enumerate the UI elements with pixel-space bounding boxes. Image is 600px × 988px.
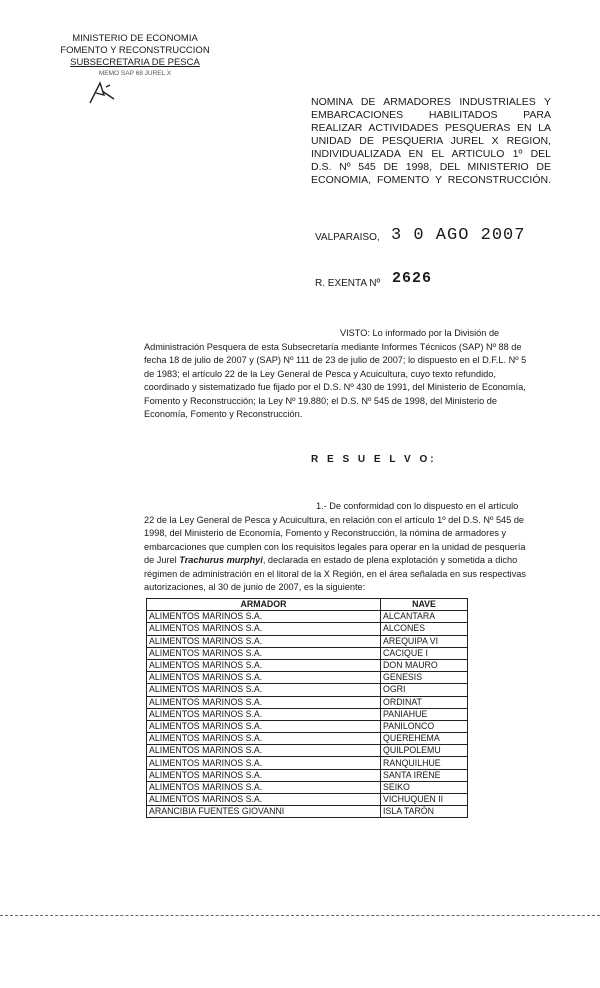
resolution-number: 2626 [392, 270, 433, 287]
article-text: de Jurel [144, 555, 180, 565]
letterhead [50, 33, 220, 78]
vessel-table [146, 598, 468, 818]
table-row [147, 720, 468, 732]
armador-cell: ALIMENTOS MARINOS S.A. [147, 769, 381, 781]
article-line: autorizaciones, al 30 de junio de 2007, es la siguiente: [144, 582, 366, 592]
date-stamp: 3 0 AGO 2007 [391, 226, 526, 245]
table-row [147, 708, 468, 720]
visto-line: Administración Pesquera de esta Subsecretaría mediante Informes Técnicos (SAP) Nº 88 de [144, 341, 522, 352]
armador-cell: ALIMENTOS MARINOS S.A. [147, 708, 381, 720]
nave-cell: ALCONES [381, 623, 468, 635]
visto-line: de 1983; el artículo 22 de la Ley General de Pesca y Acuicultura, cuyo texto refundido, [144, 368, 496, 379]
armador-cell: ALIMENTOS MARINOS S.A. [147, 672, 381, 684]
armador-cell: ALIMENTOS MARINOS S.A. [147, 623, 381, 635]
nave-cell: PANILONCO [381, 720, 468, 732]
nave-cell: DON MAURO [381, 659, 468, 671]
nave-cell: OGRI [381, 684, 468, 696]
article-text: , declarada en estado de plena explotación y sometida a dicho [262, 555, 518, 565]
article-line: 22 de la Ley General de Pesca y Acuicultura, en relación con el artículo 1º del D.S. Nº 545 de [144, 514, 525, 525]
nave-cell: CACIQUE I [381, 647, 468, 659]
table-row [147, 647, 468, 659]
nave-cell: ISLA TARÓN [381, 806, 468, 818]
armador-cell: ALIMENTOS MARINOS S.A. [147, 647, 381, 659]
visto-paragraph [144, 327, 548, 422]
resuelvo-heading: R E S U E L V O: [311, 454, 437, 465]
nave-cell: QUEREHEMA [381, 733, 468, 745]
visto-line: fecha 18 de julio de 2007 y (SAP) Nº 111 de 23 de julio de 2007; lo dispuesto en el D.F.L. Nº 5 [144, 355, 527, 365]
title-line: D.S. Nº 545 DE 1998, DEL MINISTERIO DE [311, 161, 551, 173]
nave-cell: SANTA IRENE [381, 769, 468, 781]
visto-line: VISTO: Lo informado por la División de [340, 328, 500, 338]
armador-cell: ALIMENTOS MARINOS S.A. [147, 745, 381, 757]
title-line: REALIZAR ACTIVIDADES PESQUERAS EN LA [311, 122, 551, 134]
armador-cell: ARANCIBIA FUENTES GIOVANNI [147, 806, 381, 818]
armador-cell: ALIMENTOS MARINOS S.A. [147, 611, 381, 623]
table-row [147, 794, 468, 806]
initials-signature [88, 79, 118, 105]
nave-cell: RANQUILHUE [381, 757, 468, 769]
table-row [147, 659, 468, 671]
nave-cell: PANIAHUE [381, 708, 468, 720]
article-1-paragraph [144, 500, 548, 595]
table-row [147, 781, 468, 793]
armador-cell: ALIMENTOS MARINOS S.A. [147, 696, 381, 708]
armador-cell: ALIMENTOS MARINOS S.A. [147, 635, 381, 647]
column-header-armador: ARMADOR [147, 599, 381, 611]
armador-cell: ALIMENTOS MARINOS S.A. [147, 733, 381, 745]
article-line: régimen de administración en el litoral de la X Región, en el área señalada en sus respectivas [144, 568, 527, 579]
nave-cell: GENESIS [381, 672, 468, 684]
table-row [147, 623, 468, 635]
visto-line: Fomento y Reconstrucción; la Ley Nº 19.880; el D.S. Nº 545 de 1998, del Ministerio de [144, 395, 497, 406]
page-bottom-divider [0, 915, 600, 916]
article-line: 1998, del Ministerio de Economía, Fomento y Reconstrucción, la nómina de armadores y [144, 528, 507, 538]
armador-cell: ALIMENTOS MARINOS S.A. [147, 781, 381, 793]
nave-cell: ALCANTARA [381, 611, 468, 623]
article-line: embarcaciones que cumplen con los requisitos legales para operar en la unidad de pesquería [144, 541, 526, 552]
armador-cell: ALIMENTOS MARINOS S.A. [147, 684, 381, 696]
title-line: UNIDAD DE PESQUERIA JUREL X REGION, [311, 135, 551, 147]
table-row [147, 769, 468, 781]
ministry-name-line2: FOMENTO Y RECONSTRUCCION [60, 45, 210, 56]
table-header-row [147, 599, 468, 611]
armador-cell: ALIMENTOS MARINOS S.A. [147, 794, 381, 806]
table-row [147, 635, 468, 647]
nave-cell: SEIKO [381, 781, 468, 793]
table-row [147, 806, 468, 818]
table-row [147, 672, 468, 684]
document-title [311, 96, 551, 187]
resolution-label: R. EXENTA Nº [315, 278, 381, 289]
armador-cell: ALIMENTOS MARINOS S.A. [147, 720, 381, 732]
armador-cell: ALIMENTOS MARINOS S.A. [147, 757, 381, 769]
nave-cell: AREQUIPA VI [381, 635, 468, 647]
title-line: ECONOMIA, FOMENTO Y RECONSTRUCCIÓN. [311, 174, 551, 186]
title-line: EMBARCACIONES HABILITADOS PARA [311, 109, 551, 121]
nave-cell: QUILPOLEMU [381, 745, 468, 757]
title-line: NOMINA DE ARMADORES INDUSTRIALES Y [311, 96, 551, 108]
table-row [147, 611, 468, 623]
table-row [147, 757, 468, 769]
species-name: Trachurus murphyi [179, 555, 263, 565]
table-body [147, 611, 468, 818]
visto-line: Economía, Fomento y Reconstrucción. [144, 409, 303, 419]
subsecretaria-name: SUBSECRETARIA DE PESCA [70, 57, 200, 68]
table-row [147, 733, 468, 745]
table-row [147, 696, 468, 708]
memo-reference: MEMO SAP 68 JUREL X [98, 70, 172, 77]
armador-cell: ALIMENTOS MARINOS S.A. [147, 659, 381, 671]
table-row [147, 745, 468, 757]
article-line: 1.- De conformidad con lo dispuesto en el artículo [316, 501, 519, 511]
visto-line: coordinado y sistematizado fue fijado por el D.S. Nº 430 de 1991, del Ministerio de Economía, [144, 382, 526, 392]
nave-cell: ORDINAT [381, 696, 468, 708]
place-label: VALPARAISO, [315, 232, 380, 243]
ministry-name: MINISTERIO DE ECONOMIA [72, 33, 198, 44]
column-header-nave: NAVE [381, 599, 468, 611]
title-line: INDIVIDUALIZADA EN EL ARTICULO 1º DEL [311, 148, 551, 160]
table-row [147, 684, 468, 696]
nave-cell: VICHUQUEN II [381, 794, 468, 806]
article-line [144, 554, 548, 568]
